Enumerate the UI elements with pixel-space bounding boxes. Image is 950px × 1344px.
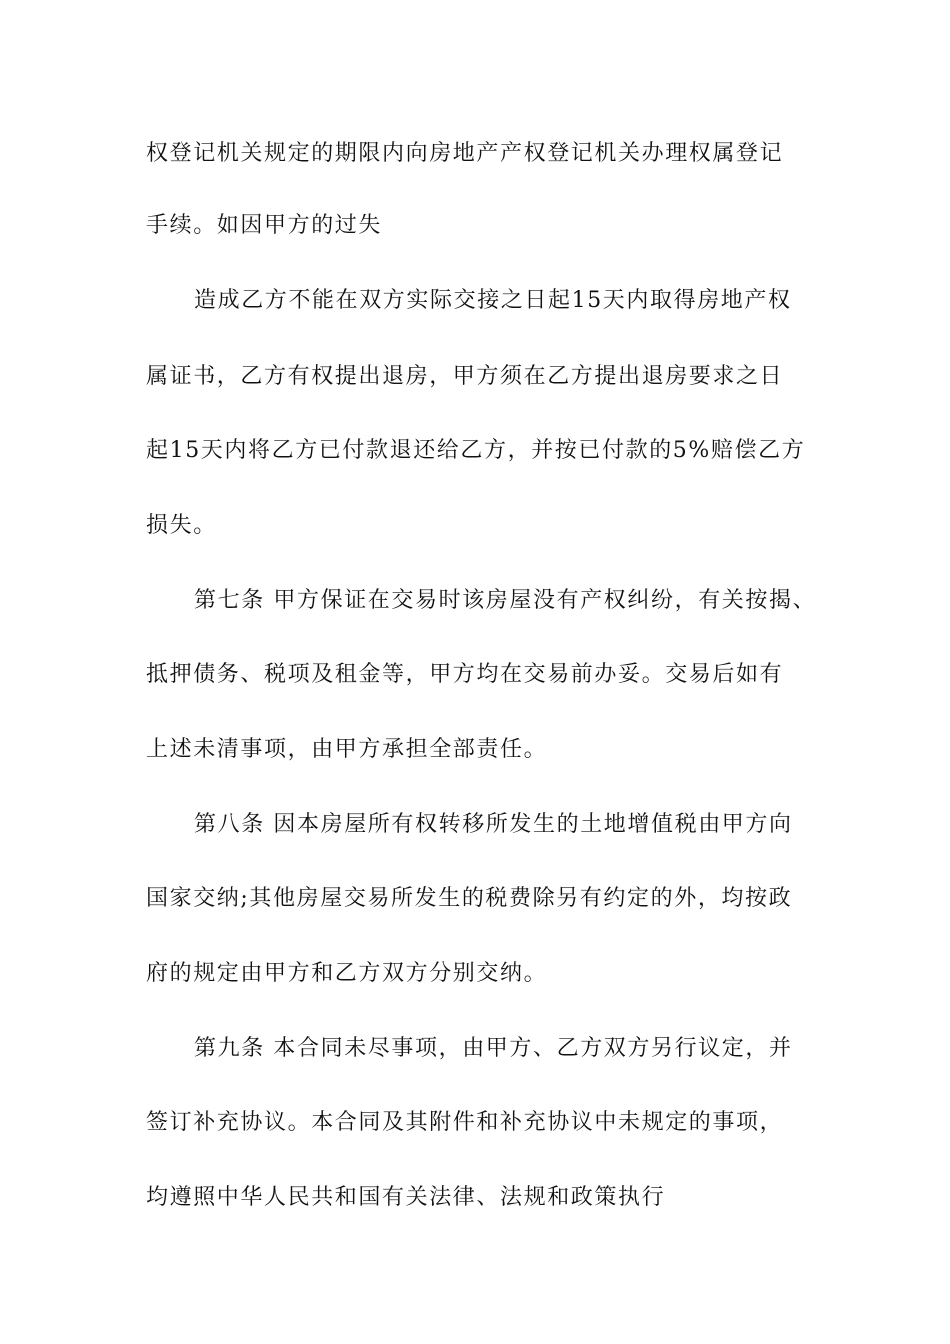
clause-7-line: 第七条 甲方保证在交易时该房屋没有产权纠纷，有关按揭、 bbox=[194, 588, 817, 613]
paragraph-line: 造成乙方不能在双方实际交接之日起15天内取得房地产权 bbox=[194, 288, 792, 313]
text-line: 府的规定由甲方和乙方双方分别交纳。 bbox=[146, 961, 548, 986]
text-line: 国家交纳;其他房屋交易所发生的税费除另有约定的外，均按政 bbox=[146, 886, 793, 911]
clause-8-line: 第八条 因本房屋所有权转移所发生的土地增值税由甲方向 bbox=[194, 812, 793, 837]
text-line: 属证书，乙方有权提出退房，甲方须在乙方提出退房要求之日 bbox=[146, 364, 784, 389]
text-line: 损失。 bbox=[146, 513, 217, 538]
text-line: 签订补充协议。本合同及其附件和补充协议中未规定的事项， bbox=[146, 1110, 784, 1135]
text-line: 起15天内将乙方已付款退还给乙方，并按已付款的5%赔偿乙方 bbox=[146, 438, 806, 463]
text-line: 权登记机关规定的期限内向房地产产权登记机关办理权属登记 bbox=[146, 141, 784, 166]
text-line: 抵押债务、税项及租金等，甲方均在交易前办妥。交易后如有 bbox=[146, 662, 784, 687]
text-line: 上述未清事项，由甲方承担全部责任。 bbox=[146, 737, 548, 762]
clause-9-line: 第九条 本合同未尽事项，由甲方、乙方双方另行议定，并 bbox=[194, 1036, 793, 1061]
text-line: 均遵照中华人民共和国有关法律、法规和政策执行 bbox=[146, 1185, 666, 1210]
text-line: 手续。如因甲方的过失 bbox=[146, 213, 383, 238]
